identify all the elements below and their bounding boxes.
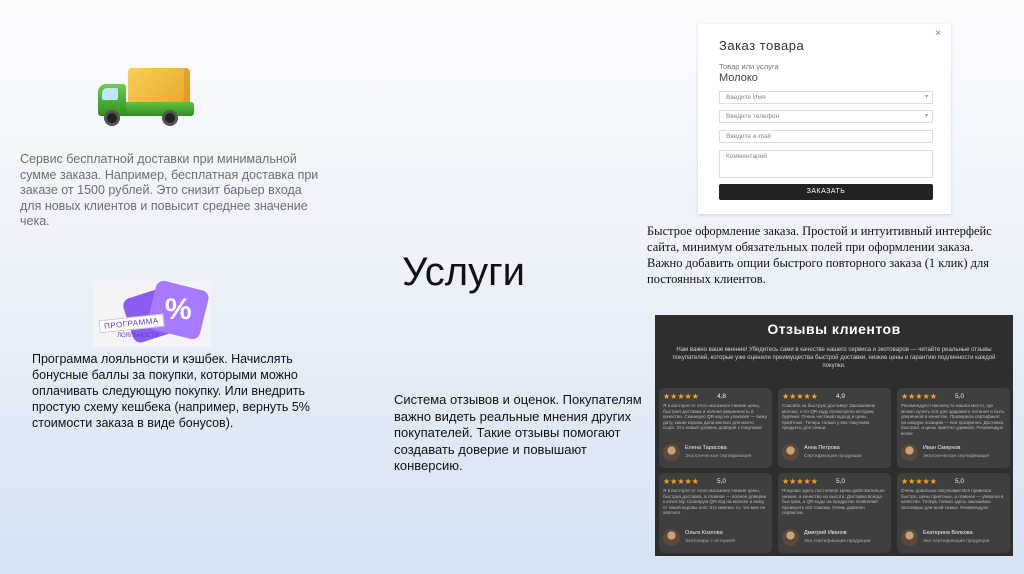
review-rating: 4,9 (836, 393, 846, 400)
email-placeholder: Введите e-mail (726, 133, 771, 140)
reviewer-name: Дмитрий Иванов (804, 530, 847, 536)
review-card (659, 388, 772, 468)
reviews-text: Система отзывов и оценок. Покупателям важно видеть реальные мнения других покупателей. Такие отзывы помогают создавать доверие и повышают конверсию. (394, 392, 642, 473)
rating-stars-icon: ★★★★★ (901, 477, 937, 486)
review-card (778, 473, 891, 553)
review-card (659, 473, 772, 553)
form-title: Заказ товара (719, 38, 805, 53)
phone-placeholder: Введите телефон (726, 113, 780, 120)
review-card (897, 473, 1010, 553)
comment-placeholder: Комментарий (726, 153, 767, 160)
reviewer-role: Экотовары с историей (685, 539, 735, 544)
reviewer-name: Елена Тарасова (685, 445, 727, 451)
name-placeholder: Введите Имя (726, 94, 766, 101)
loyalty-image-sublabel: ЛОЯЛЬНОСТИ (117, 333, 159, 339)
avatar (901, 444, 918, 461)
truck-icon (92, 64, 198, 132)
reviewer-role: Эко-сертификация продукции (923, 539, 990, 544)
order-form (698, 24, 951, 214)
review-text: Я в восторге от этого магазина! Низкие цены, быстрая доставка, а главное — полное доверие к качеству. Сканирую QR-код на молоке и вижу, от какой коровы оно! Это именно то, что мне не хватало. (663, 488, 767, 516)
name-field[interactable] (719, 91, 933, 104)
avatar (901, 529, 918, 546)
rating-stars-icon: ★★★★★ (663, 477, 699, 486)
avatar (663, 444, 680, 461)
review-card (897, 388, 1010, 468)
review-text: Я в восторге от этого магазина! Низкие цены, быстрая доставка и полная уверенность в качестве. Сканирую QR-код на упаковке — вижу дату, какая корова дала молоко для моего сыра. Это новый уровень доверия к покупкам! (663, 403, 767, 431)
review-rating: 5,0 (955, 478, 965, 485)
delivery-text: Сервис бесплатной доставки при минимальной сумме заказа. Например, бесплатная доставка при заказе от 1500 рублей. Это снизит барьер входа для новых клиентов и повысит среднее значение чека. (20, 152, 319, 228)
page-title: Услуги (402, 250, 526, 294)
avatar (663, 529, 680, 546)
close-icon[interactable]: × (935, 28, 941, 39)
loyalty-program-icon: % ПРОГРАММА ЛОЯЛЬНОСТИ (93, 281, 211, 347)
loyalty-text: Программа лояльности и кэшбек. Начислять бонусные баллы за покупки, которыми можно оплачивать следующую покупку. Или внедрить простую схему кешбека (например, вернуть 5% стоимости заказа в виде бонусов). (32, 352, 310, 430)
review-rating: 5,0 (836, 478, 846, 485)
review-card (778, 388, 891, 468)
comment-field[interactable] (719, 150, 933, 178)
rating-stars-icon: ★★★★★ (901, 392, 937, 401)
reviewer-role: Экологическая сертификация (923, 454, 990, 459)
loyalty-image-label: ПРОГРАММА (98, 314, 164, 334)
avatar (782, 444, 799, 461)
rating-stars-icon: ★★★★★ (782, 477, 818, 486)
product-label: Товар или услуга (719, 62, 779, 71)
chevron-down-icon: ▾ (924, 113, 928, 119)
reviewer-role: Сертификация продукции (804, 454, 862, 459)
reviewer-name: Екатерина Волкова (923, 530, 973, 536)
submit-order-button[interactable]: ЗАКАЗАТЬ (719, 184, 933, 200)
review-rating: 5,0 (717, 478, 727, 485)
review-text: Рекомендую! Наконец-то нашла место, где можно купить всё для здорового питания и быть уверенной в качестве. Проверила сертификат на каждую позицию — всё прозрачно. Доставка быстрая, а цены приятно удивили. Рекомендую всем! (901, 403, 1005, 436)
review-rating: 4,8 (717, 393, 727, 400)
avatar (782, 529, 799, 546)
reviewer-role: Эко-сертификация продукции (804, 539, 871, 544)
reviews-panel (655, 315, 1013, 556)
rating-stars-icon: ★★★★★ (782, 392, 818, 401)
order-text: Быстрое оформление заказа. Простой и интуитивный интерфейс сайта, минимум обязательных полей при оформлении заказа. Важно добавить опции быстрого повторного заказа (1 клик) для постоянных клиентов. (647, 224, 992, 286)
review-text: Спасибо за быструю доставку! Заказываем молоко, и по QR-коду посмотрели историю бурёнки. Очень честный подход и цены приятные. Теперь только у вас покупаем продукты для семьи. (782, 403, 875, 431)
reviews-intro: Нам важно ваше мнение! Убедитесь сами в качестве нашего сервиса и экотоваров — читайте реальные отзывы покупателей, которые уже оценили преимущества быстрой доставки, низкие цены и гарантию подлинности каждой покупки. (672, 347, 996, 369)
reviewer-name: Ольга Козлова (685, 530, 723, 536)
email-field[interactable] (719, 130, 933, 143)
rating-stars-icon: ★★★★★ (663, 392, 699, 401)
reviews-title: Отзывы клиентов (767, 321, 901, 337)
product-value[interactable]: Молоко (719, 72, 758, 84)
reviewer-name: Иван Смирнов (923, 445, 961, 451)
review-rating: 5,0 (955, 393, 965, 400)
reviewer-role: Экологическая сертификация (685, 454, 752, 459)
reviewer-name: Анна Петрова (804, 445, 840, 451)
phone-field[interactable] (719, 110, 933, 123)
review-text: Покупаю здесь постоянно! Цены действительно низкие, а качество на высоте. Доставка всегда быстрая, а QR-коды на продуктах позволяют проверить всё самому. Очень доволен сервисом. (782, 488, 885, 516)
review-text: Очень довольна покупками! Всё привезли быстро, цены приятные, а главное — уверена в качестве. Теперь только здесь заказываю экотовары для всей семьи. Рекомендую! (901, 488, 1004, 510)
chevron-down-icon: ▾ (924, 94, 928, 100)
